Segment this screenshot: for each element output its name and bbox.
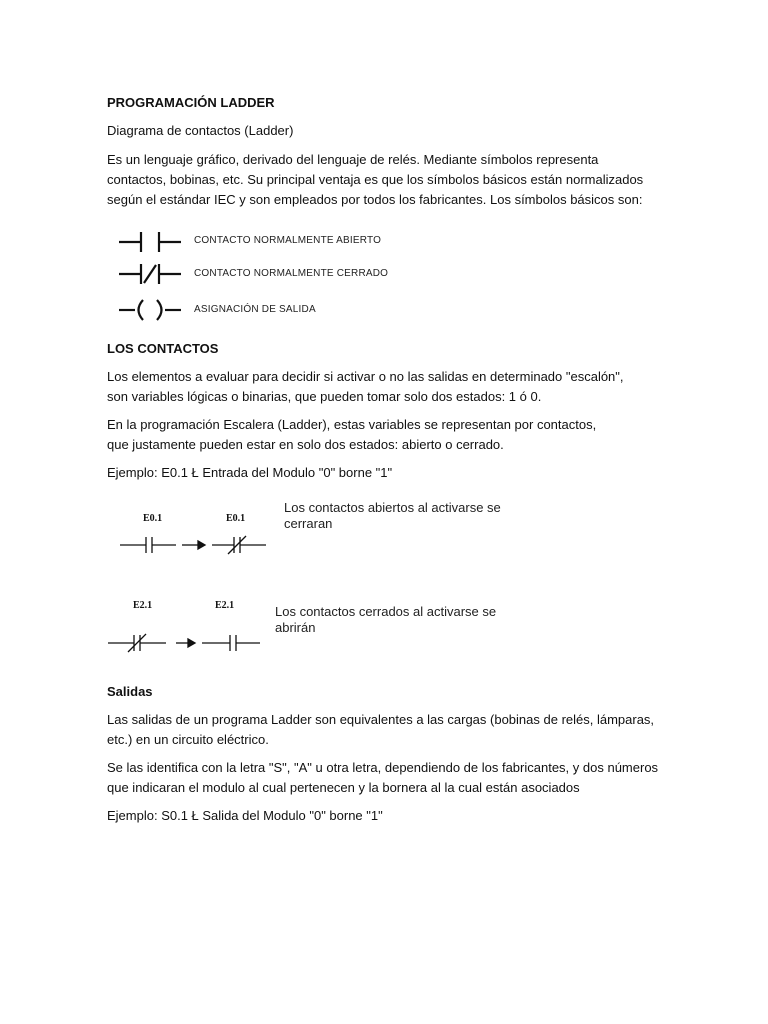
normally-open-contact-icon xyxy=(119,232,181,252)
symbol-label-output: ASIGNACIÓN DE SALIDA xyxy=(194,304,316,315)
basic-symbols-graphic xyxy=(115,228,185,324)
arrow-right-icon xyxy=(182,541,205,549)
normally-open-contact-icon xyxy=(202,635,260,651)
normally-closed-contact-icon xyxy=(108,634,166,652)
normally-closed-contact-icon xyxy=(212,536,266,554)
diagram2-note: Los contactos cerrados al activarse se abrirán xyxy=(275,604,497,635)
outputs-heading: Salidas xyxy=(107,684,153,699)
diagram2-label-b: E2.1 xyxy=(215,600,235,611)
diagram1-graphic xyxy=(118,532,278,560)
contacts-paragraph-2: En la programación Escalera (Ladder), estas variables se representan por contactos, que justamente pueden estar en solo dos estados: abierto o cerrado. xyxy=(107,417,597,452)
diagram1-label-a: E0.1 xyxy=(143,513,163,524)
diagram1-label-b: E0.1 xyxy=(226,513,246,524)
arrow-right-icon xyxy=(176,639,195,647)
contacts-heading: LOS CONTACTOS xyxy=(107,341,219,356)
normally-closed-contact-icon xyxy=(119,264,181,284)
output-coil-icon xyxy=(119,300,181,320)
contacts-example: Ejemplo: E0.1 Ł Entrada del Modulo "0" borne "1" xyxy=(107,465,393,480)
contacts-paragraph-1: Los elementos a evaluar para decidir si activar o no las salidas en determinado "escalón", son variables lógicas o binarias, que pueden tomar solo dos estados: 1 ó 0. xyxy=(107,369,624,404)
diagram2-graphic xyxy=(106,630,266,658)
normally-open-contact-icon xyxy=(120,537,176,553)
document-title: PROGRAMACIÓN LADDER xyxy=(107,95,275,110)
document-subtitle: Diagrama de contactos (Ladder) xyxy=(107,123,294,138)
intro-paragraph: Es un lenguaje gráfico, derivado del lenguaje de relés. Mediante símbolos representa contactos, bobinas, etc. Su principal ventaja es que los símbolos básicos están normalizados según el estándar IEC y son empleados por todos los fabricantes. Los símbolos básicos son: xyxy=(107,152,644,207)
symbol-label-open: CONTACTO NORMALMENTE ABIERTO xyxy=(194,235,382,246)
outputs-paragraph-2: Se las identifica con la letra "S", "A" u otra letra, dependiendo de los fabricantes, y dos números que indicaran el modulo al cual pertenecen y la bornera al la cual están asociados xyxy=(107,760,659,795)
outputs-paragraph-1: Las salidas de un programa Ladder son equivalentes a las cargas (bobinas de relés, lámparas, etc.) en un circuito eléctrico. xyxy=(107,712,655,747)
diagram2-label-a: E2.1 xyxy=(133,600,153,611)
outputs-example: Ejemplo: S0.1 Ł Salida del Modulo "0" borne "1" xyxy=(107,808,383,823)
symbol-label-closed: CONTACTO NORMALMENTE CERRADO xyxy=(194,268,389,279)
diagram1-note: Los contactos abiertos al activarse se cerraran xyxy=(284,500,501,531)
